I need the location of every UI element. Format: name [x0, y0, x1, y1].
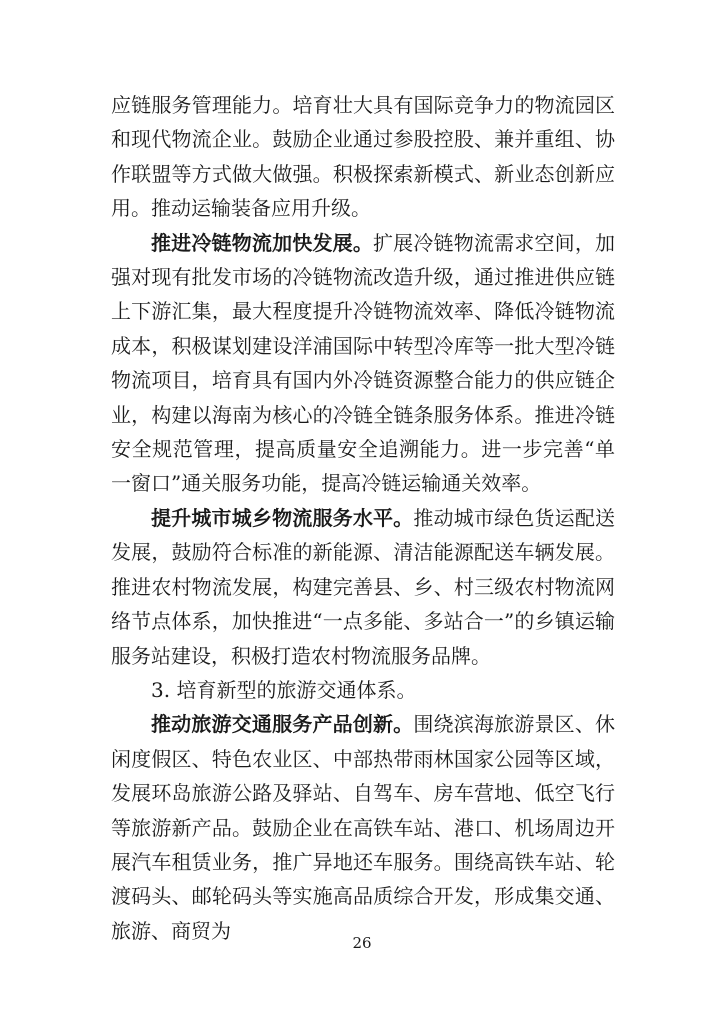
- paragraph-continuation: [111, 88, 615, 226]
- section-heading-text: 3. 培育新型的旅游交通体系。: [151, 677, 417, 702]
- paragraph-text: 推动城市绿色货运配送发展，鼓励符合标准的新能源、清洁能源配送车辆发展。推进农村物流发展，构建完善县、乡、村三级农村物流网络节点体系，加快推进“一点多能、多站合一”的乡镇运输服务站建设，积极打造农村物流服务品牌。: [111, 505, 616, 668]
- paragraph-heading: 推动旅游交通服务产品创新。: [151, 712, 414, 737]
- paragraph-text: 应链服务管理能力。培育壮大具有国际竞争力的物流园区和现代物流企业。鼓励企业通过参股控股、兼并重组、协作联盟等方式做大做强。积极探索新模式、新业态创新应用。推动运输装备应用升级。: [111, 93, 615, 221]
- paragraph-heading: 提升城市城乡物流服务水平。: [151, 505, 414, 530]
- paragraph-cold-chain: [111, 226, 615, 501]
- paragraph-tourism-products: [111, 707, 615, 948]
- paragraph-text: 围绕滨海旅游景区、休闲度假区、特色农业区、中部热带雨林国家公园等区域，发展环岛旅游公路及驿站、自驾车、房车营地、低空飞行等旅游新产品。鼓励企业在高铁车站、港口、机场周边开展汽车租赁业务，推广异地还车服务。围绕高铁车站、轮渡码头、邮轮码头等实施高品质综合开发，形成集交通、旅游、商贸为: [111, 712, 616, 943]
- paragraph-text: 扩展冷链物流需求空间，加强对现有批发市场的冷链物流改造升级，通过推进供应链上下游汇集，最大程度提升冷链物流效率、降低冷链物流成本，积极谋划建设洋浦国际中转型冷库等一批大型冷链物流项目，培育具有国内外冷链资源整合能力的供应链企业，构建以海南为核心的冷链全链条服务体系。推进冷链安全规范管理，提高质量安全追溯能力。进一步完善“单一窗口”通关服务功能，提高冷链运输通关效率。: [111, 230, 615, 496]
- section-heading-tourism-transport: [111, 673, 615, 707]
- paragraph-heading: 推进冷链物流加快发展。: [151, 230, 373, 255]
- paragraph-urban-rural-logistics: [111, 501, 615, 673]
- body-text: [111, 88, 615, 948]
- page-number: 26: [352, 934, 372, 952]
